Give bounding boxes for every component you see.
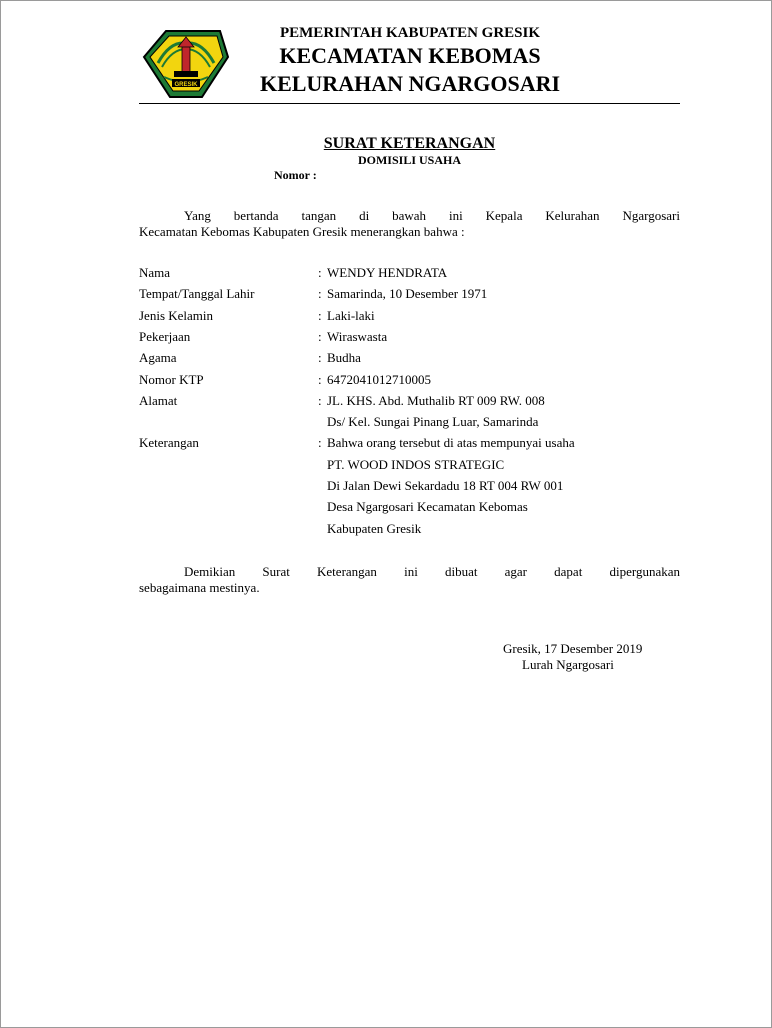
field-colon: : <box>318 286 322 302</box>
field-label: Keterangan <box>139 435 199 451</box>
closing-line-1: Demikian Surat Keterangan ini dibuat agar dapat dipergunakan <box>184 564 680 579</box>
field-label: Nama <box>139 265 171 280</box>
field-colon: : <box>318 350 322 366</box>
letterhead-line-2: KECAMATAN KEBOMAS <box>279 43 541 68</box>
field-label: Tempat/Tanggal Lahir <box>139 286 255 302</box>
nomor-label: Nomor : <box>274 168 317 182</box>
field-value: Samarinda, 10 Desember 1971 <box>327 286 488 302</box>
intro-paragraph <box>139 208 680 240</box>
field-value: Wiraswasta <box>327 328 388 344</box>
letterhead-line-1: PEMERINTAH KABUPATEN GRESIK <box>279 25 541 41</box>
document-subtitle: DOMISILI USAHA <box>357 153 462 167</box>
closing-line-2: sebagaimana mestinya. <box>139 580 260 595</box>
intro-line-1: Yang bertanda tangan di bawah ini Kepala Kelurahan Ngargosari <box>184 208 680 223</box>
field-value: Bahwa orang tersebut di atas mempunyai usaha <box>327 435 575 451</box>
signature-position: Lurah Ngargosari <box>522 657 614 672</box>
closing-paragraph <box>139 564 680 596</box>
letterhead-line-3: KELURAHAN NGARGOSARI <box>259 71 561 96</box>
field-colon: : <box>318 435 322 451</box>
field-value: Laki-laki <box>327 307 375 323</box>
logo-text: GRESIK <box>174 82 198 88</box>
field-value: 6472041012710005 <box>327 371 431 387</box>
field-colon: : <box>318 307 322 323</box>
field-value: Kabupaten Gresik <box>327 520 422 536</box>
field-label: Jenis Kelamin <box>139 307 214 323</box>
letterhead <box>231 23 589 99</box>
field-value: JL. KHS. Abd. Muthalib RT 009 RW. 008 <box>327 392 545 408</box>
gresik-emblem-icon <box>142 27 230 99</box>
field-value: Ds/ Kel. Sungai Pinang Luar, Samarinda <box>327 414 539 430</box>
field-value: PT. WOOD INDOS STRATEGIC <box>327 456 505 472</box>
field-value: Di Jalan Dewi Sekardadu 18 RT 004 RW 001 <box>327 478 564 493</box>
field-label: Pekerjaan <box>139 328 191 344</box>
signature-place-date: Gresik, 17 Desember 2019 <box>503 641 643 656</box>
field-colon: : <box>318 265 322 280</box>
field-label: Agama <box>139 350 177 366</box>
field-label: Nomor KTP <box>139 371 204 387</box>
field-value: WENDY HENDRATA <box>327 265 448 280</box>
document-title: SURAT KETERANGAN <box>323 135 496 152</box>
field-label: Alamat <box>139 392 178 408</box>
field-value: Budha <box>327 350 361 366</box>
header-divider <box>139 103 680 104</box>
field-colon: : <box>318 328 322 344</box>
intro-line-2: Kecamatan Kebomas Kabupaten Gresik menerangkan bahwa : <box>139 224 465 239</box>
field-colon: : <box>318 392 322 408</box>
field-value: Desa Ngargosari Kecamatan Kebomas <box>327 499 528 515</box>
field-colon: : <box>318 371 322 387</box>
